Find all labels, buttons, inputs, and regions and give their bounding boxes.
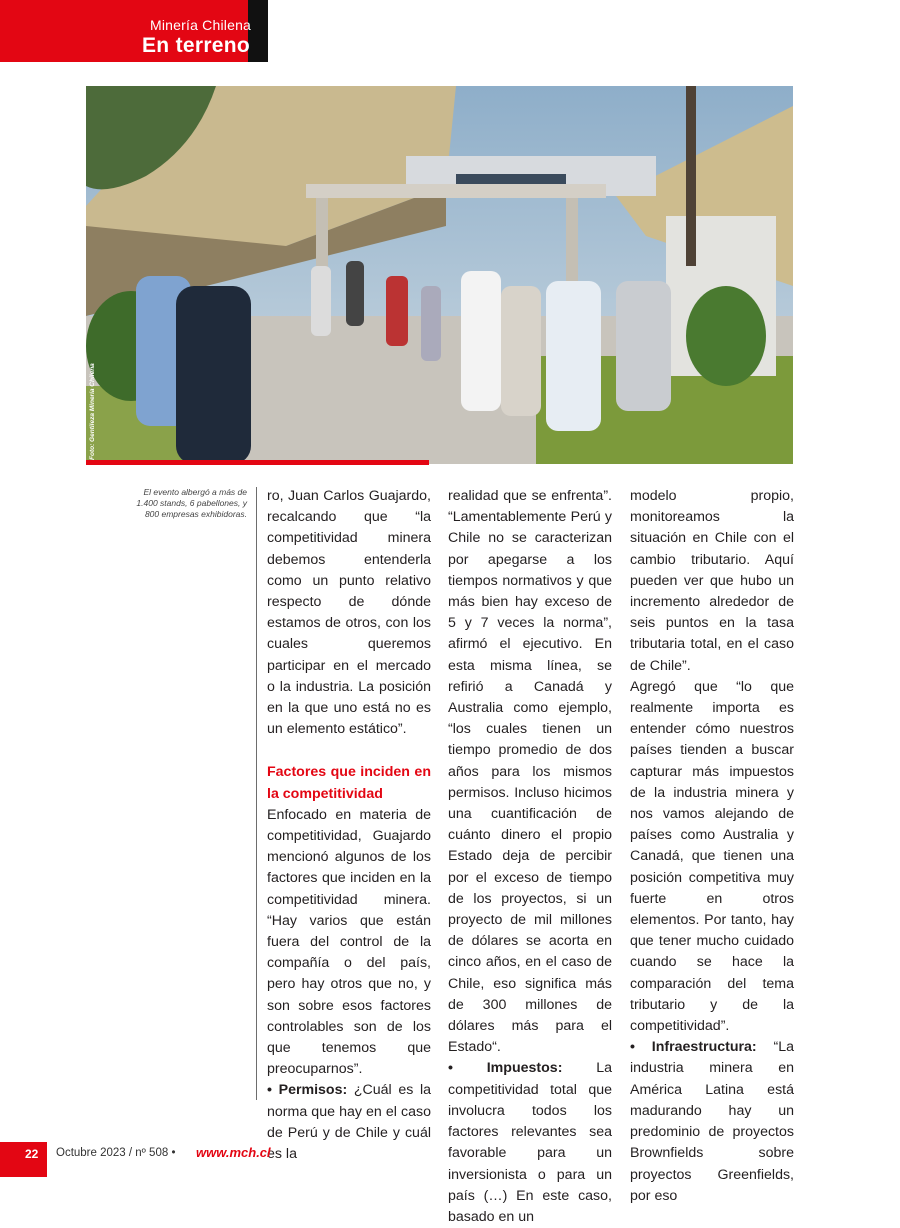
bullet-label: • Permisos: <box>267 1082 348 1099</box>
photo-caption: El evento albergó a más de 1.400 stands, 6 pabellones, y 800 empresas exhibidoras. <box>136 487 247 519</box>
page-number: 22 <box>25 1147 39 1161</box>
bullet-text: La competitividad total que involucra todos los factores relevantes sea favorable para un inversionista o para un país (…) En este caso, basado en un <box>448 1060 612 1225</box>
article-column-3 <box>630 486 794 1207</box>
paragraph: Enfocado en materia de competitividad, Guajardo mencionó algunos de los factores que inciden en la competitividad minera. “Hay varios que están fuera del control de la compañía o del país, pero hay otros que no, y son sobre esos factores controlables son de los que tenemos que preocuparnos”. <box>267 806 431 1078</box>
gate-beam <box>306 184 606 198</box>
hedge-right <box>686 286 766 386</box>
photo-accent-rule <box>86 460 429 465</box>
paragraph: modelo propio, monitoreamos la situación en Chile con el cambio tributario. Aquí pueden ver que hubo un incremento alrededor de seis puntos en la tasa tributaria total, en el caso de Chile”. <box>630 488 794 674</box>
section-title: En terreno <box>142 34 251 57</box>
paragraph <box>448 1058 612 1228</box>
tree-trunk <box>686 86 696 266</box>
bullet-label: • Infraestructura: <box>630 1039 757 1056</box>
bullet-text: ¿Cuál es la norma que hay en el caso de Perú y de Chile y cuál es la <box>267 1082 432 1163</box>
article-column-1 <box>267 486 431 1165</box>
footer-page-tab <box>0 1142 47 1177</box>
photo-credit-text: Foto: Gentileza Minería Chilena <box>89 363 96 460</box>
event-photo <box>86 86 793 464</box>
paragraph <box>267 1080 431 1165</box>
paragraph: Agregó que “lo que realmente importa es entender cómo nuestros países tienden a buscar capturar más impuestos de la industria minera y nos vamos alejando de países como Australia y Canadá, que tienen una posición competitiva muy fuerte en otros elementos. Por tanto, hay que tener mucho cuidado cuando se hace la comparación del tema tributario y de la competitividad”. <box>630 678 794 1035</box>
caption-divider <box>256 487 257 1100</box>
photo-credit <box>89 360 103 460</box>
bullet-text: “La industria minera en América Latina está madurando hay un predominio de proyectos Brownfields sobre proyectos Greenfields, por eso <box>630 1039 794 1204</box>
issue-info: Octubre 2023 / nº 508 • <box>56 1147 176 1159</box>
bullet-label: • Impuestos: <box>448 1060 563 1077</box>
section-name: Minería Chilena <box>150 17 252 33</box>
paragraph: ro, Juan Carlos Guajardo, recalcando que “la competitividad minera debemos entenderla como un punto relativo respecto de dónde estamos de otros, con los cuales queremos participar en el mercado o la industria. La posición en la que uno está no es un elemento estático”. <box>267 488 431 738</box>
paragraph <box>630 1037 794 1207</box>
website-link[interactable]: www.mch.cl <box>196 1145 271 1160</box>
paragraph: realidad que se enfrenta”. “Lamentablemente Perú y Chile no se caracterizan por apegarse a los tiempos normativos y que más bien hay exceso de 5 y 7 veces la norma”, afirmó el ejecutivo. En esta misma línea, se refirió a Canadá y Australia como ejemplo, “los cuales tienen un tiempo promedio de dos años para los mismos permisos. Incluso hicimos una cuantificación de cuánto dinero el propio Estado deja de percibir por el exceso de tiempo de los proyectos, si un proyecto de mil millones de dólares se acorta en cinco años, en el caso de Chile, eso significa más de 300 millones de dólares más para el Estado“. <box>448 488 612 1056</box>
article-column-2 <box>448 486 612 1228</box>
subheading: Factores que inciden en la competitividad <box>267 764 431 802</box>
